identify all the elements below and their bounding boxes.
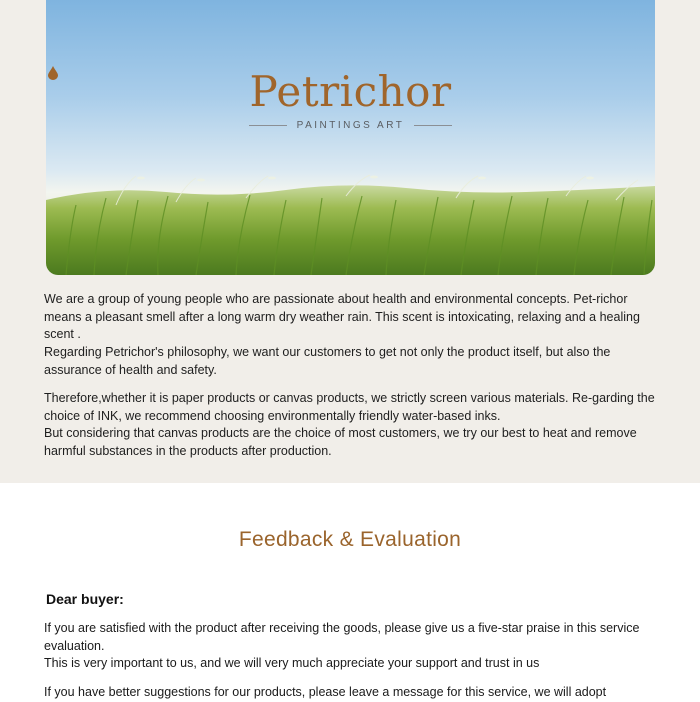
about-paragraph-3: Therefore,whether it is paper products or canvas products, we strictly screen various materials. Re-garding the choice of INK, we recommend choosing environmentally friendly water-based inks. xyxy=(44,391,655,423)
about-paragraph-4: But considering that canvas products are the choice of most customers, we try our best to heat and remove harmful substances in the products after production. xyxy=(44,426,637,458)
about-paragraph-1: We are a group of young people who are passionate about health and environmental concepts. Pet-richor means a pleasant smell after a long warm dry weather rain. This scent is intoxicating, relaxing and a healing scent . xyxy=(44,292,640,341)
raindrop-icon xyxy=(48,66,58,80)
hero-banner xyxy=(46,0,655,275)
feedback-greeting: Dear buyer: xyxy=(46,591,124,607)
grass-field-image xyxy=(46,0,655,275)
brand-logo xyxy=(46,66,655,131)
brand-wordmark: Petrichor xyxy=(249,67,452,116)
feedback-paragraph-2: This is very important to us, and we will very much appreciate your support and trust in us xyxy=(44,656,540,670)
feedback-paragraph-3: If you have better suggestions for our products, please leave a message for this service, we will adopt xyxy=(44,685,607,699)
brand-name xyxy=(46,66,655,118)
divider xyxy=(249,125,287,126)
brand-tagline: PAINTINGS ART xyxy=(296,120,405,131)
about-paragraph-2: Regarding Petrichor's philosophy, we want our customers to get not only the product itself, but also the assurance of health and safety. xyxy=(44,345,611,377)
feedback-paragraph-1: If you are satisfied with the product after receiving the goods, please give us a five-star praise in this service evaluation. xyxy=(44,621,640,653)
divider xyxy=(414,125,452,126)
brand-tagline-row xyxy=(46,120,655,131)
feedback-title: Feedback & Evaluation xyxy=(238,528,462,551)
